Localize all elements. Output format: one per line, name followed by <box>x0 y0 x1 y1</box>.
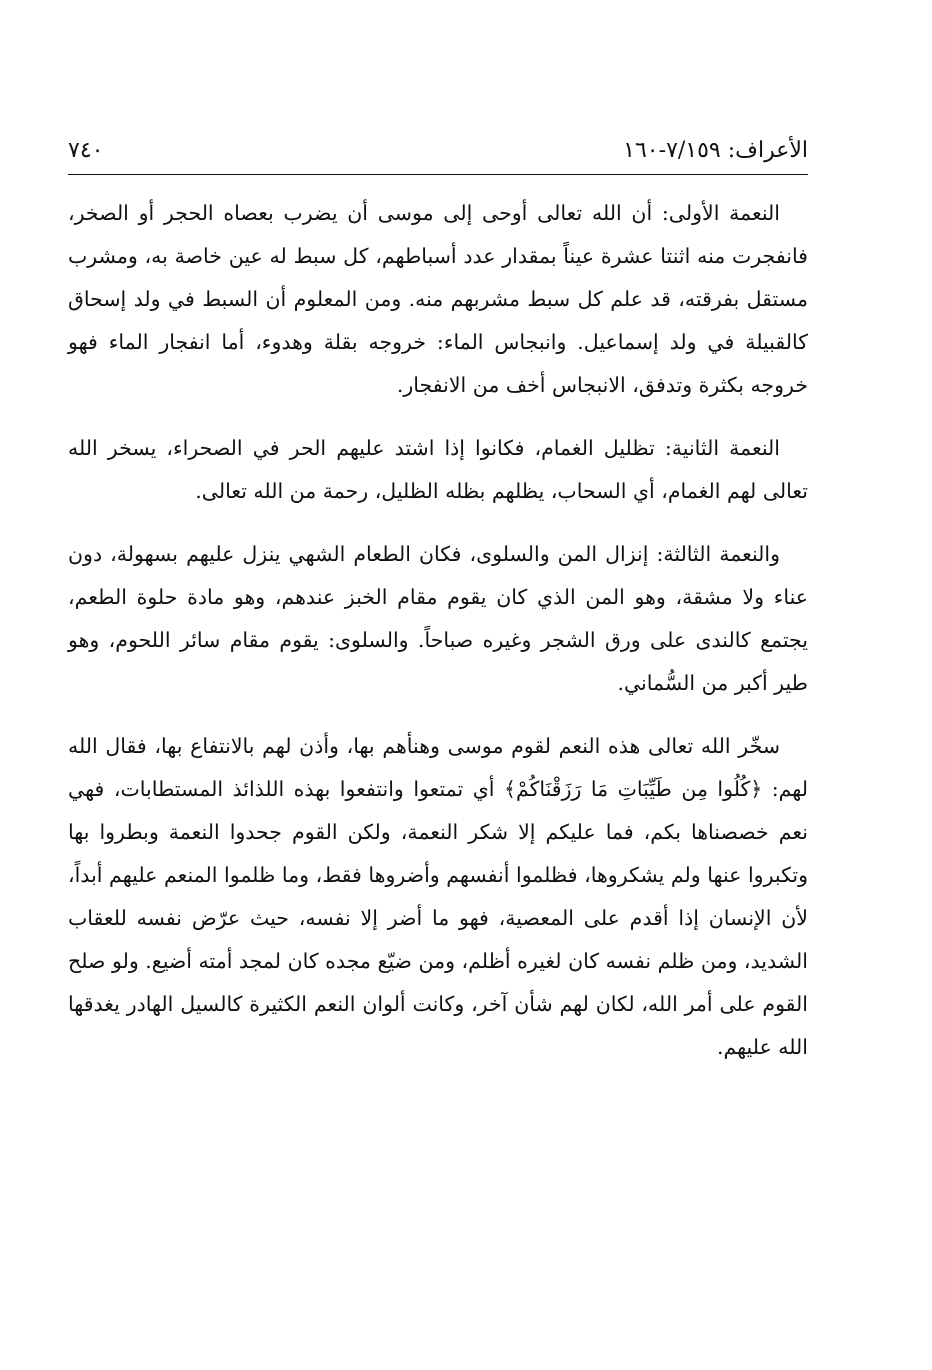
body-text <box>68 192 808 1069</box>
header-title: الأعراف: ٧/١٥٩-١٦٠ <box>623 138 808 163</box>
paragraph-commentary: سخّر الله تعالى هذه النعم لقوم موسى وهنأهم بها، وأذن لهم بالانتفاع بها، فقال الله لهم: ﴿كُلُوا مِن طَيِّبَاتِ مَا رَزَقْنَاكُمْ﴾ أي تمتعوا وانتفعوا بهذه اللذائذ المستطابات، فهي نعم خصصناها بكم، فما عليكم إلا شكر النعمة، ولكن القوم جحدوا النعمة وبطروا بها وتكبروا عنها ولم يشكروها، فظلموا أنفسهم وأضروها فقط، وما ظلموا المنعم عليهم أبداً، لأن الإنسان إذا أقدم على المعصية، فهو ما أضر إلا نفسه، حيث عرّض نفسه للعقاب الشديد، ومن ظلم نفسه كان لغيره أظلم، ومن ضيّع مجده كان لمجد أمته أضيع. ولو صلح القوم على أمر الله، لكان لهم شأن آخر، وكانت ألوان النعم الكثيرة كالسيل الهادر يغدقها الله عليهم. <box>68 734 808 1059</box>
paragraph-third-blessing: والنعمة الثالثة: إنزال المن والسلوى، فكان الطعام الشهي ينزل عليهم بسهولة، دون عناء ولا مشقة، وهو المن الذي كان يقوم مقام الخبز عندهم، وهو مادة حلوة الطعم، يجتمع كالندى على ورق الشجر وغيره صباحاً. والسلوى: يقوم مقام سائر اللحوم، وهو طير أكبر من السُّماني. <box>68 542 808 695</box>
page-number: ٧٤٠ <box>68 138 104 163</box>
running-header <box>68 136 808 172</box>
header-divider <box>68 174 808 175</box>
paragraph-first-blessing: النعمة الأولى: أن الله تعالى أوحى إلى موسى أن يضرب بعصاه الحجر أو الصخر، فانفجرت منه اثنتا عشرة عيناً بمقدار عدد أسباطهم، كل سبط له عين خاصة به، ومشرب مستقل بفرقته، قد علم كل سبط مشربهم منه. ومن المعلوم أن السبط في ولد إسحاق كالقبيلة في ولد إسماعيل. وانبجاس الماء: خروجه بقلة وهدوء، أما انفجار الماء فهو خروجه بكثرة وتدفق، الانبجاس أخف من الانفجار. <box>68 201 808 397</box>
paragraph-second-blessing: النعمة الثانية: تظليل الغمام، فكانوا إذا اشتد عليهم الحر في الصحراء، يسخر الله تعالى لهم الغمام، أي السحاب، يظلهم بظله الظليل، رحمة من الله تعالى. <box>68 436 808 503</box>
